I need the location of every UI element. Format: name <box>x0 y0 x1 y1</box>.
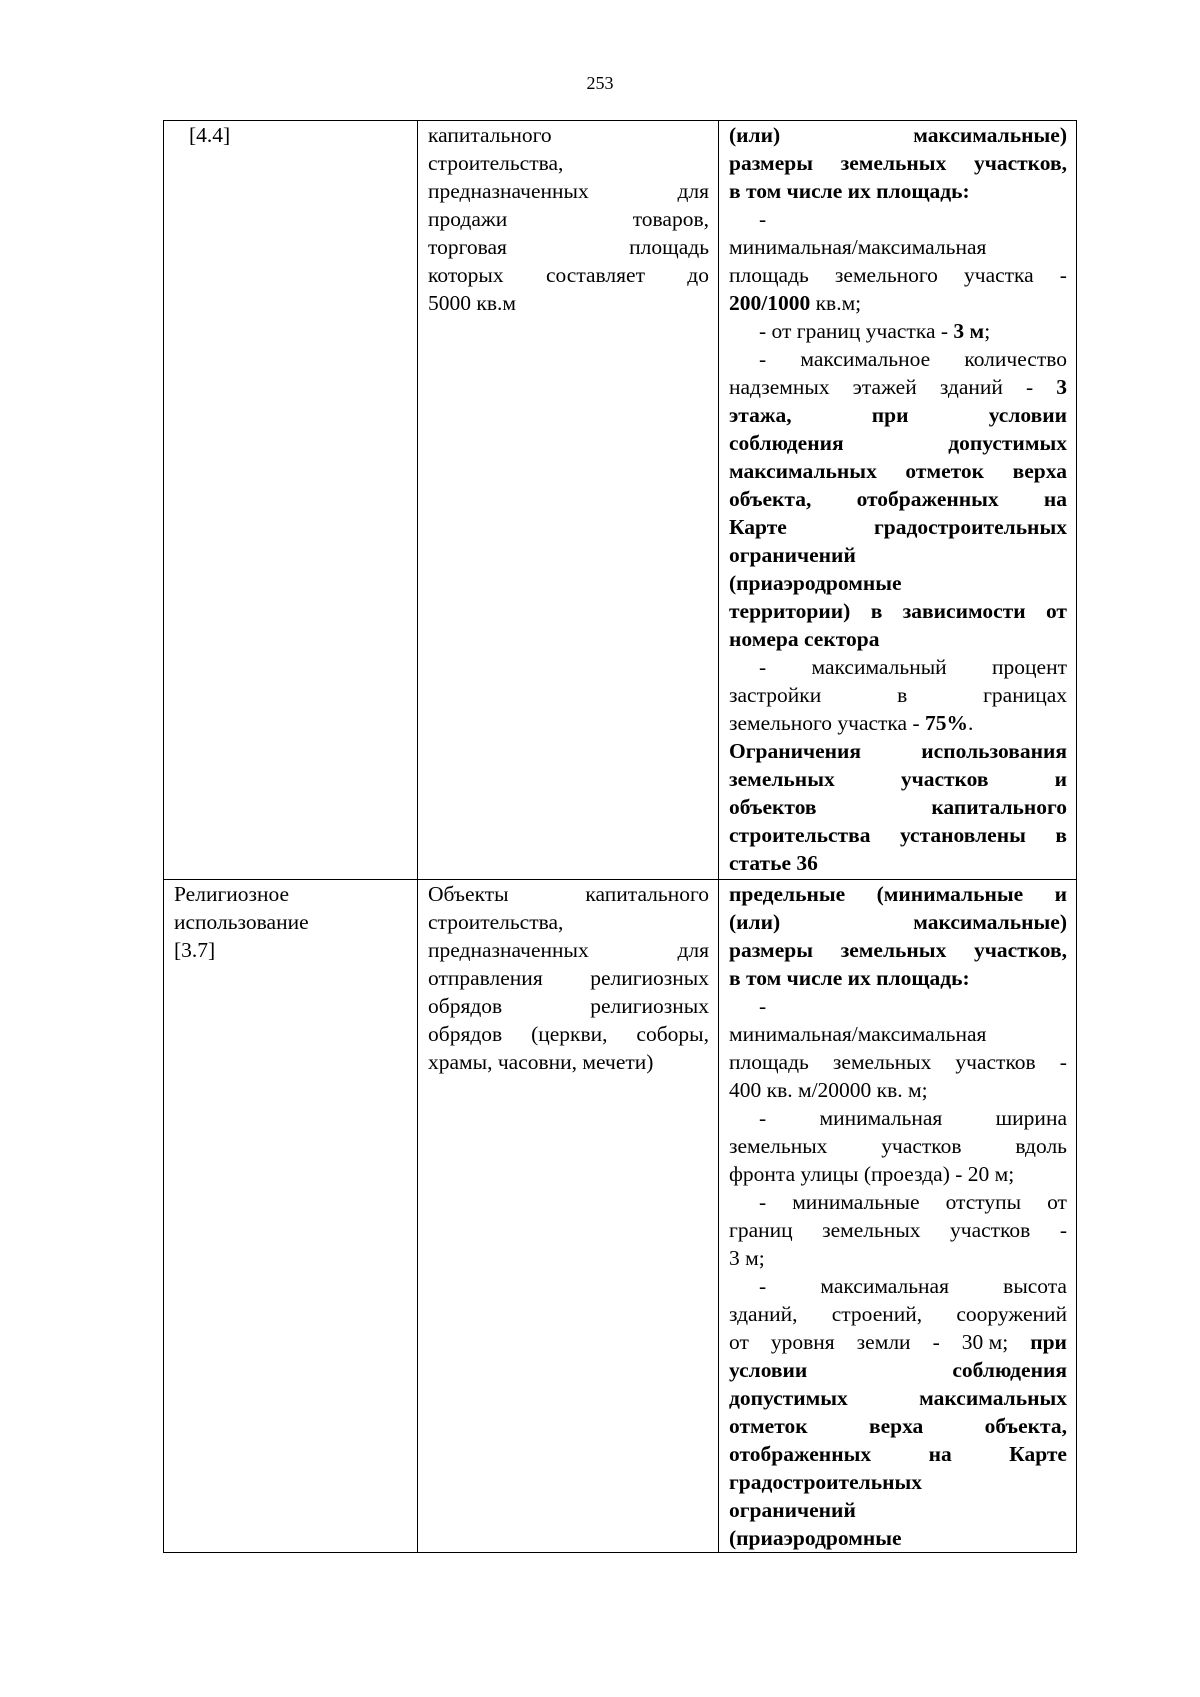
word: - <box>759 1274 767 1298</box>
use-code: [4.4] <box>189 123 231 147</box>
description-line <box>428 205 709 233</box>
text-line <box>729 1132 1067 1160</box>
text-line: (приаэродромные <box>729 1526 902 1550</box>
word: до <box>687 263 709 287</box>
text-line: ограничений <box>729 1498 856 1522</box>
text-line <box>729 821 1067 849</box>
use-name-cell <box>164 880 418 1553</box>
text-line: фронта улицы (проезда) - 20 м; <box>729 1162 1015 1186</box>
word: - <box>1059 1050 1067 1074</box>
description-line <box>428 1020 709 1048</box>
text-line: градостроительных <box>729 1470 923 1494</box>
word: застройки <box>729 683 822 707</box>
word: участков <box>900 767 989 791</box>
word: количество <box>964 347 1067 371</box>
word: - <box>759 347 767 371</box>
word: капитального <box>931 795 1067 819</box>
text-line <box>729 1188 1067 1216</box>
text-line <box>729 1272 1067 1300</box>
description-line <box>428 233 709 261</box>
word: при <box>871 403 909 427</box>
text-fragment: ; <box>984 319 991 343</box>
use-name-line: Религиозное <box>174 882 290 906</box>
zoning-regulations-table <box>163 120 1077 1553</box>
word: - <box>759 655 767 679</box>
min-max-area-value: 200/1000 <box>729 291 811 315</box>
word: минимальная <box>819 1106 943 1130</box>
word: - <box>1026 375 1034 399</box>
word: размеры <box>729 151 813 175</box>
word: Объекты <box>428 882 509 906</box>
word: максимальное <box>800 347 931 371</box>
word: максимальных <box>919 1386 1067 1410</box>
description-line <box>428 964 709 992</box>
table-row <box>164 880 1077 1553</box>
text-line <box>729 289 1067 317</box>
word: верха <box>868 1414 924 1438</box>
word: земельных <box>832 1050 932 1074</box>
word: объекта, <box>984 1414 1067 1438</box>
text-line <box>729 737 1067 765</box>
description-line <box>428 149 709 177</box>
word: от <box>729 1330 749 1354</box>
text-fragment: . <box>968 711 974 735</box>
word: 5000 кв.м <box>428 291 516 315</box>
parameters-cell <box>719 880 1077 1553</box>
word: при <box>1030 1330 1067 1354</box>
word: предназначенных <box>428 179 589 203</box>
word: строений, <box>831 1302 923 1326</box>
text-line <box>729 1384 1067 1412</box>
text-line <box>729 261 1067 289</box>
text-fragment: - от границ участка - <box>759 319 954 343</box>
word: Карте <box>729 515 787 539</box>
word: участков, <box>973 938 1067 962</box>
text-line <box>729 597 1067 625</box>
word: уровня <box>770 1330 835 1354</box>
word: допустимых <box>948 431 1067 455</box>
word: и <box>1054 767 1067 791</box>
word: в <box>897 683 908 707</box>
text-line: ограничений <box>729 543 856 567</box>
word: максимальные) <box>913 123 1067 147</box>
text-line: 400 кв. м/20000 кв. м; <box>729 1078 928 1102</box>
text-line <box>729 513 1067 541</box>
word: объектов <box>729 795 817 819</box>
text-line <box>729 1356 1067 1384</box>
word: отметок <box>905 459 985 483</box>
word: на <box>928 1442 952 1466</box>
use-name-cell <box>164 121 418 880</box>
use-name-line: использование <box>174 910 309 934</box>
description-line <box>428 177 709 205</box>
text-fragment: кв.м; <box>810 291 862 315</box>
text-line: статье 36 <box>729 851 818 875</box>
text-line <box>729 121 1067 149</box>
word: земельного <box>834 263 938 287</box>
word: использования <box>921 739 1067 763</box>
word: отступы <box>945 1190 1022 1214</box>
word: ширина <box>995 1106 1067 1130</box>
text-fragment: земельного участка - <box>729 711 925 735</box>
word: от <box>1047 1190 1067 1214</box>
word: участков <box>881 1134 962 1158</box>
word: для <box>677 938 709 962</box>
word: религиозных <box>590 994 709 1018</box>
use-code: [3.7] <box>174 938 216 962</box>
word: градостроительных <box>873 515 1067 539</box>
word: отображенных <box>856 487 999 511</box>
use-description-cell <box>418 121 719 880</box>
word: Ограничения <box>729 739 862 763</box>
word: земельных <box>840 938 947 962</box>
word: (минимальные <box>876 882 1024 906</box>
text-line <box>729 373 1067 401</box>
text-line: (приаэродромные <box>729 571 902 595</box>
word: объекта, <box>729 487 812 511</box>
word: соборы, <box>636 1022 709 1046</box>
text-line <box>729 1328 1067 1356</box>
word: вдоль <box>1015 1134 1067 1158</box>
word: этажей <box>852 375 917 399</box>
text-line <box>729 1300 1067 1328</box>
setback-value: 3 м <box>953 319 985 343</box>
table-row <box>164 121 1077 880</box>
text-line <box>729 908 1067 936</box>
word: обрядов <box>428 1022 503 1046</box>
word: размеры <box>729 938 813 962</box>
word: этажа, <box>729 403 792 427</box>
text-line: - <box>759 994 767 1018</box>
text-line: 3 м; <box>729 1246 765 1270</box>
description-line <box>428 1048 709 1076</box>
word: капитального <box>428 123 552 147</box>
word: условии <box>988 403 1067 427</box>
use-description-cell <box>418 880 719 1553</box>
word: товаров, <box>632 207 709 231</box>
word: площадь <box>729 1050 809 1074</box>
description-line <box>428 880 709 908</box>
word: зависимости <box>902 599 1026 623</box>
text-line <box>729 653 1067 681</box>
word: соблюдения <box>729 431 844 455</box>
word: продажи <box>428 207 508 231</box>
text-line <box>729 793 1067 821</box>
description-line <box>428 936 709 964</box>
text-line <box>729 345 1067 373</box>
coverage-value: 75% <box>925 711 968 735</box>
text-line <box>729 765 1067 793</box>
word: земельных <box>822 1218 921 1242</box>
word: зданий <box>939 375 1003 399</box>
text-line: минимальная/максимальная <box>729 235 987 259</box>
word: отправления <box>428 966 543 990</box>
description-line <box>428 289 709 317</box>
word: торговая <box>428 235 507 259</box>
word: предельные <box>729 882 846 906</box>
word: земли <box>856 1330 911 1354</box>
word: и <box>1054 882 1067 906</box>
word: для <box>677 179 709 203</box>
text-line <box>729 880 1067 908</box>
word: (церкви, <box>531 1022 608 1046</box>
text-line <box>729 485 1067 513</box>
word: условии <box>729 1358 808 1382</box>
word: 30 м; <box>961 1330 1009 1354</box>
word: земельных <box>729 1134 828 1158</box>
word: капитального <box>585 882 709 906</box>
word: составляет <box>545 263 645 287</box>
word: - <box>759 1190 767 1214</box>
word: строительства <box>729 823 871 847</box>
word: участков, <box>973 151 1067 175</box>
word: отметок <box>729 1414 808 1438</box>
word: земельных <box>840 151 947 175</box>
word: сооружений <box>956 1302 1067 1326</box>
word: в <box>870 599 883 623</box>
text-line <box>729 401 1067 429</box>
word: храмы, часовни, мечети) <box>428 1050 654 1074</box>
text-line <box>729 1216 1067 1244</box>
text-line <box>729 429 1067 457</box>
word: - <box>759 1106 767 1130</box>
word: минимальные <box>792 1190 920 1214</box>
word: процент <box>992 655 1067 679</box>
text-line <box>729 1104 1067 1132</box>
word: - <box>1059 1218 1067 1242</box>
parameters-cell <box>719 121 1077 880</box>
word: надземных <box>729 375 830 399</box>
word: - <box>932 1330 940 1354</box>
word: территории) <box>729 599 851 623</box>
word: границ <box>729 1218 793 1242</box>
word: (или) <box>729 910 781 934</box>
text-line <box>729 457 1067 485</box>
word: участка <box>964 263 1034 287</box>
text-line <box>729 681 1067 709</box>
text-line: в том числе их площадь: <box>729 179 970 203</box>
word: верха <box>1012 459 1067 483</box>
text-line: номера сектора <box>729 627 880 651</box>
word: соблюдения <box>952 1358 1067 1382</box>
word: максимальных <box>729 459 877 483</box>
word: строительства, <box>428 910 564 934</box>
word: зданий, <box>729 1302 798 1326</box>
word: на <box>1043 487 1067 511</box>
description-line <box>428 992 709 1020</box>
word: максимальные) <box>913 910 1067 934</box>
word: земельных <box>729 767 835 791</box>
word: которых <box>428 263 504 287</box>
word: максимальный <box>811 655 947 679</box>
word: отображенных <box>729 1442 872 1466</box>
description-line <box>428 121 709 149</box>
word: - <box>1059 263 1067 287</box>
description-line <box>428 261 709 289</box>
text-line <box>729 709 1067 737</box>
text-line: в том числе их площадь: <box>729 966 970 990</box>
word: участков <box>955 1050 1036 1074</box>
floors-value: 3 <box>1056 375 1067 399</box>
word: допустимых <box>729 1386 848 1410</box>
word: религиозных <box>590 966 709 990</box>
text-line <box>729 1412 1067 1440</box>
text-line <box>729 1440 1067 1468</box>
word: высота <box>1003 1274 1067 1298</box>
text-line <box>729 936 1067 964</box>
word: границах <box>983 683 1067 707</box>
text-line <box>729 149 1067 177</box>
text-line: - <box>759 207 767 231</box>
page-number: 253 <box>586 73 614 93</box>
word: (или) <box>729 123 781 147</box>
text-line <box>729 317 1067 345</box>
word: от <box>1045 599 1067 623</box>
text-line <box>729 1048 1067 1076</box>
text-line: минимальная/максимальная <box>729 1022 987 1046</box>
word: площадь <box>629 235 709 259</box>
word: Карте <box>1009 1442 1067 1466</box>
word: предназначенных <box>428 938 589 962</box>
word: установлены <box>899 823 1026 847</box>
word: обрядов <box>428 994 503 1018</box>
word: участков <box>950 1218 1031 1242</box>
description-line <box>428 908 709 936</box>
word: в <box>1055 823 1067 847</box>
word: строительства, <box>428 151 564 175</box>
word: площадь <box>729 263 809 287</box>
word: максимальная <box>820 1274 949 1298</box>
